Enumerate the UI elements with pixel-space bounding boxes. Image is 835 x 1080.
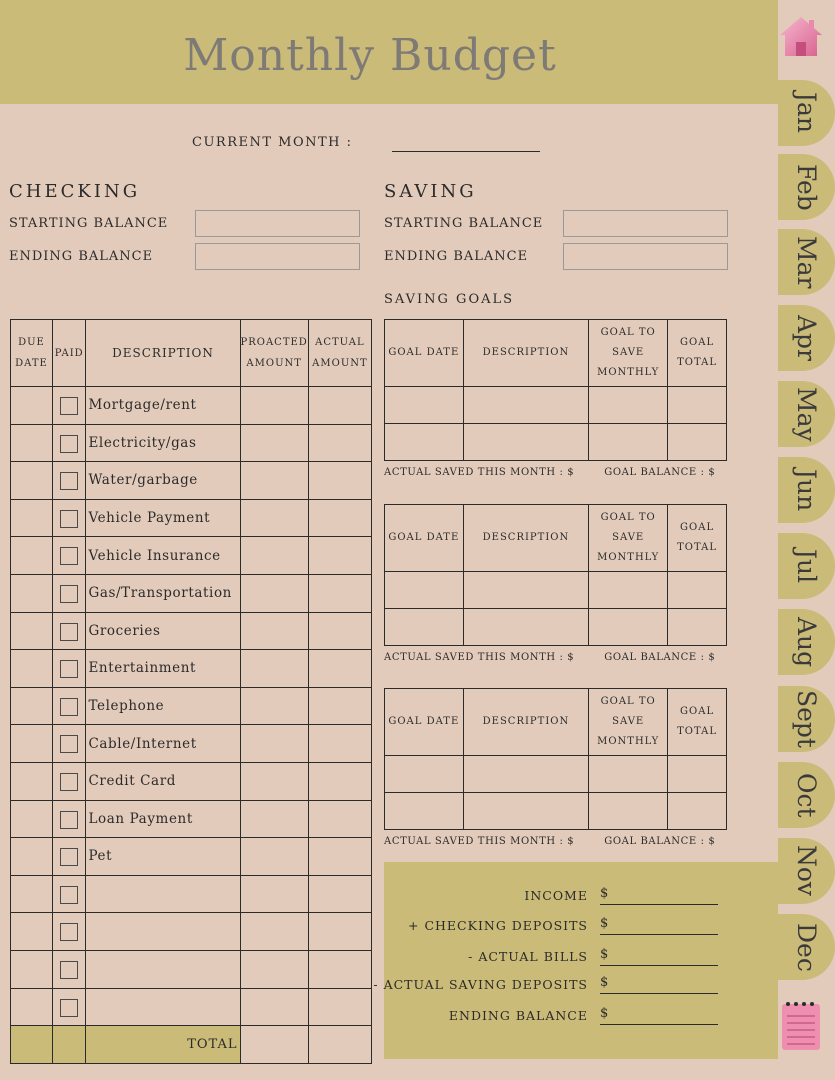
table-row [385, 424, 727, 461]
paid-checkbox[interactable] [60, 961, 78, 979]
goal-footer [384, 652, 745, 663]
proacted-amount-cell[interactable] [240, 424, 308, 462]
due-date-cell[interactable] [11, 424, 53, 462]
actual-amount-cell[interactable] [308, 574, 371, 612]
description-cell[interactable]: Credit Card [86, 762, 240, 800]
actual-amount-cell[interactable] [308, 838, 371, 876]
goal-date-cell[interactable] [385, 572, 464, 609]
goal-description-header: DESCRIPTION [463, 689, 589, 756]
ending-balance-label: ENDING BALANCE [448, 1008, 588, 1023]
goal-monthly-header: GOAL TO SAVE MONTHLY [589, 505, 668, 572]
proacted-amount-cell[interactable] [240, 988, 308, 1026]
actual-bills-field[interactable] [600, 965, 718, 966]
paid-checkbox[interactable] [60, 510, 78, 528]
table-row [11, 574, 372, 612]
paid-checkbox[interactable] [60, 735, 78, 753]
paid-cell[interactable] [52, 800, 86, 838]
saving-deposits-row [373, 975, 778, 997]
tab-label: Sept [792, 690, 821, 748]
goal-date-cell[interactable] [385, 387, 464, 424]
goal-description-cell[interactable] [463, 609, 589, 646]
actual-amount-cell[interactable] [308, 424, 371, 462]
paid-checkbox[interactable] [60, 435, 78, 453]
description-header: DESCRIPTION [86, 320, 240, 387]
tab-label: Nov [792, 845, 821, 897]
actual-saved-label: ACTUAL SAVED THIS MONTH : $ [384, 836, 575, 847]
tab-label: Jun [792, 468, 821, 512]
proacted-amount-cell[interactable] [240, 499, 308, 537]
due-date-cell[interactable] [11, 913, 53, 951]
tab-label: Feb [792, 163, 821, 211]
tab-label: Jul [792, 548, 821, 584]
paid-cell[interactable] [52, 913, 86, 951]
due-date-cell[interactable] [11, 462, 53, 500]
ending-balance-dollar: $ [600, 1006, 609, 1021]
goal-total-cell[interactable] [668, 387, 727, 424]
table-row [11, 462, 372, 500]
due-date-cell[interactable] [11, 612, 53, 650]
description-cell[interactable]: Cable/Internet [86, 725, 240, 763]
proacted-amount-cell[interactable] [240, 462, 308, 500]
due-date-cell[interactable] [11, 687, 53, 725]
description-cell[interactable]: Pet [86, 838, 240, 876]
actual-bills-dollar: $ [600, 947, 609, 962]
goal-total-header: GOAL TOTAL [668, 505, 727, 572]
saving-title: SAVING [384, 181, 477, 202]
home-icon[interactable] [778, 14, 824, 58]
table-row [11, 762, 372, 800]
description-cell[interactable]: Electricity/gas [86, 424, 240, 462]
description-cell[interactable]: Vehicle Payment [86, 499, 240, 537]
proacted-amount-cell[interactable] [240, 838, 308, 876]
description-cell[interactable]: Telephone [86, 687, 240, 725]
page-title: Monthly Budget [183, 30, 557, 81]
table-row [11, 875, 372, 913]
due-date-cell[interactable] [11, 574, 53, 612]
total-spacer [52, 1026, 86, 1064]
proacted-amount-cell[interactable] [240, 950, 308, 988]
description-cell[interactable] [86, 913, 240, 951]
goal-date-cell[interactable] [385, 424, 464, 461]
tab-dec[interactable] [778, 914, 835, 980]
income-field[interactable] [600, 904, 718, 905]
description-cell[interactable]: Mortgage/rent [86, 387, 240, 425]
proacted-amount-cell[interactable] [240, 574, 308, 612]
ending-balance-field[interactable] [600, 1024, 718, 1025]
actual-amount-header: ACTUAL AMOUNT [308, 320, 371, 387]
due-date-cell[interactable] [11, 725, 53, 763]
description-cell[interactable]: Loan Payment [86, 800, 240, 838]
description-cell[interactable]: Groceries [86, 612, 240, 650]
actual-amount-cell[interactable] [308, 762, 371, 800]
paid-cell[interactable] [52, 424, 86, 462]
checking-deposits-row [384, 918, 778, 938]
saving-goal-table [384, 319, 727, 461]
current-month-label: CURRENT MONTH : [192, 135, 353, 150]
due-date-cell[interactable] [11, 800, 53, 838]
table-row [385, 609, 727, 646]
paid-checkbox[interactable] [60, 999, 78, 1017]
description-cell[interactable] [86, 875, 240, 913]
checking-ending-label: ENDING BALANCE [9, 249, 154, 264]
paid-cell[interactable] [52, 875, 86, 913]
table-row [11, 499, 372, 537]
actual-amount-cell[interactable] [308, 725, 371, 763]
due-date-cell[interactable] [11, 650, 53, 688]
total-label: TOTAL [86, 1026, 240, 1064]
proacted-amount-cell[interactable] [240, 537, 308, 575]
paid-checkbox[interactable] [60, 848, 78, 866]
goal-date-header: GOAL DATE [385, 689, 464, 756]
table-row [385, 793, 727, 830]
tab-nov[interactable] [778, 838, 835, 904]
paid-checkbox[interactable] [60, 698, 78, 716]
table-row [11, 650, 372, 688]
goal-footer [384, 836, 745, 847]
checking-ending-input[interactable] [195, 243, 360, 270]
saving-goals-label: SAVING GOALS [384, 292, 515, 307]
paid-cell[interactable] [52, 988, 86, 1026]
checking-starting-input[interactable] [195, 210, 360, 237]
goal-description-cell[interactable] [463, 793, 589, 830]
tab-oct[interactable] [778, 762, 835, 828]
notepad-icon[interactable] [778, 998, 824, 1052]
paid-cell[interactable] [52, 387, 86, 425]
proacted-amount-cell[interactable] [240, 913, 308, 951]
due-date-header: DUE DATE [11, 320, 53, 387]
goal-total-cell[interactable] [668, 572, 727, 609]
table-row [385, 756, 727, 793]
paid-checkbox[interactable] [60, 773, 78, 791]
tab-label: Jan [792, 92, 821, 134]
total-spacer [11, 1026, 53, 1064]
paid-checkbox[interactable] [60, 397, 78, 415]
income-label: INCOME [524, 888, 588, 903]
table-row [11, 800, 372, 838]
tab-label: Dec [792, 922, 821, 972]
actual-amount-cell[interactable] [308, 537, 371, 575]
proacted-amount-cell[interactable] [240, 387, 308, 425]
table-row [385, 572, 727, 609]
goal-monthly-header: GOAL TO SAVE MONTHLY [589, 320, 668, 387]
paid-checkbox[interactable] [60, 811, 78, 829]
description-cell[interactable] [86, 950, 240, 988]
due-date-cell[interactable] [11, 387, 53, 425]
checking-title: CHECKING [9, 181, 141, 202]
goal-total-header: GOAL TOTAL [668, 689, 727, 756]
goal-description-header: DESCRIPTION [463, 505, 589, 572]
actual-amount-cell[interactable] [308, 499, 371, 537]
actual-amount-cell[interactable] [308, 387, 371, 425]
tab-feb[interactable] [778, 154, 835, 220]
paid-checkbox[interactable] [60, 886, 78, 904]
tab-apr[interactable] [778, 305, 835, 371]
goal-monthly-header: GOAL TO SAVE MONTHLY [589, 689, 668, 756]
goal-description-cell[interactable] [463, 387, 589, 424]
actual-amount-cell[interactable] [308, 650, 371, 688]
goal-total-cell[interactable] [668, 609, 727, 646]
checking-deposits-field[interactable] [600, 934, 718, 935]
table-row [11, 950, 372, 988]
description-cell[interactable] [86, 988, 240, 1026]
paid-cell[interactable] [52, 725, 86, 763]
proacted-amount-cell[interactable] [240, 800, 308, 838]
checking-deposits-label: + CHECKING DEPOSITS [408, 918, 588, 933]
paid-cell[interactable] [52, 537, 86, 575]
tab-aug[interactable] [778, 609, 835, 675]
tab-label: May [792, 386, 821, 442]
saving-deposits-dollar: $ [600, 975, 609, 990]
paid-checkbox[interactable] [60, 923, 78, 941]
tab-may[interactable] [778, 381, 835, 447]
proacted-amount-cell[interactable] [240, 875, 308, 913]
proacted-amount-cell[interactable] [240, 650, 308, 688]
goal-monthly-cell[interactable] [589, 387, 668, 424]
tab-label: Oct [792, 772, 821, 818]
saving-starting-label: STARTING BALANCE [384, 216, 544, 231]
paid-checkbox[interactable] [60, 585, 78, 603]
goal-balance-label: GOAL BALANCE : $ [604, 652, 716, 663]
bills-table [10, 319, 372, 1064]
table-row [11, 725, 372, 763]
actual-amount-cell[interactable] [308, 950, 371, 988]
summary-box [373, 862, 778, 1059]
goal-footer [384, 467, 745, 478]
paid-cell[interactable] [52, 499, 86, 537]
actual-amount-cell[interactable] [308, 988, 371, 1026]
saving-ending-label: ENDING BALANCE [384, 249, 529, 264]
goal-date-cell[interactable] [385, 793, 464, 830]
saving-deposits-label: - ACTUAL SAVING DEPOSITS [373, 977, 588, 992]
due-date-cell[interactable] [11, 838, 53, 876]
actual-amount-cell[interactable] [308, 875, 371, 913]
paid-cell[interactable] [52, 762, 86, 800]
saving-goal-table [384, 504, 727, 646]
table-row [11, 988, 372, 1026]
goal-total-cell[interactable] [668, 424, 727, 461]
tab-label: Apr [792, 314, 821, 361]
tab-jan[interactable] [778, 80, 835, 146]
goal-date-cell[interactable] [385, 756, 464, 793]
paid-checkbox[interactable] [60, 623, 78, 641]
income-row [384, 888, 778, 908]
due-date-cell[interactable] [11, 950, 53, 988]
saving-ending-input[interactable] [563, 243, 728, 270]
due-date-cell[interactable] [11, 762, 53, 800]
proacted-amount-header: PROACTED AMOUNT [240, 320, 308, 387]
due-date-cell[interactable] [11, 499, 53, 537]
paid-checkbox[interactable] [60, 660, 78, 678]
ending-balance-row [384, 1008, 778, 1028]
paid-checkbox[interactable] [60, 547, 78, 565]
table-row [11, 424, 372, 462]
actual-saved-label: ACTUAL SAVED THIS MONTH : $ [384, 467, 575, 478]
actual-amount-cell[interactable] [308, 612, 371, 650]
paid-header: PAID [52, 320, 86, 387]
total-row [11, 1026, 372, 1064]
actual-amount-cell[interactable] [308, 800, 371, 838]
table-row [11, 612, 372, 650]
saving-starting-input[interactable] [563, 210, 728, 237]
table-row [11, 387, 372, 425]
tab-jun[interactable] [778, 457, 835, 523]
goal-date-header: GOAL DATE [385, 505, 464, 572]
proacted-amount-cell[interactable] [240, 612, 308, 650]
proacted-amount-cell[interactable] [240, 687, 308, 725]
goal-monthly-cell[interactable] [589, 572, 668, 609]
current-month-field[interactable] [392, 151, 540, 152]
goal-monthly-cell[interactable] [589, 793, 668, 830]
goal-description-cell[interactable] [463, 756, 589, 793]
table-row [11, 913, 372, 951]
saving-deposits-field[interactable] [600, 993, 718, 994]
goal-monthly-cell[interactable] [589, 609, 668, 646]
checking-starting-label: STARTING BALANCE [9, 216, 169, 231]
total-proacted-cell[interactable] [240, 1026, 308, 1064]
description-cell[interactable]: Entertainment [86, 650, 240, 688]
table-row [11, 687, 372, 725]
goal-date-header: GOAL DATE [385, 320, 464, 387]
paid-cell[interactable] [52, 687, 86, 725]
description-cell[interactable]: Gas/Transportation [86, 574, 240, 612]
saving-goal-table [384, 688, 727, 830]
table-row [11, 838, 372, 876]
income-dollar: $ [600, 886, 609, 901]
due-date-cell[interactable] [11, 875, 53, 913]
goal-total-cell[interactable] [668, 793, 727, 830]
tab-sept[interactable] [778, 686, 835, 752]
paid-cell[interactable] [52, 838, 86, 876]
goal-description-cell[interactable] [463, 424, 589, 461]
actual-amount-cell[interactable] [308, 462, 371, 500]
goal-monthly-cell[interactable] [589, 756, 668, 793]
description-cell[interactable]: Water/garbage [86, 462, 240, 500]
goal-total-cell[interactable] [668, 756, 727, 793]
table-row [385, 387, 727, 424]
table-row [11, 537, 372, 575]
paid-cell[interactable] [52, 650, 86, 688]
tab-jul[interactable] [778, 533, 835, 599]
goal-total-header: GOAL TOTAL [668, 320, 727, 387]
goal-balance-label: GOAL BALANCE : $ [604, 836, 716, 847]
due-date-cell[interactable] [11, 537, 53, 575]
paid-cell[interactable] [52, 462, 86, 500]
paid-checkbox[interactable] [60, 472, 78, 490]
proacted-amount-cell[interactable] [240, 725, 308, 763]
paid-cell[interactable] [52, 950, 86, 988]
tab-label: Aug [792, 616, 821, 668]
checking-deposits-dollar: $ [600, 916, 609, 931]
tab-mar[interactable] [778, 229, 835, 295]
actual-saved-label: ACTUAL SAVED THIS MONTH : $ [384, 652, 575, 663]
actual-amount-cell[interactable] [308, 687, 371, 725]
goal-description-header: DESCRIPTION [463, 320, 589, 387]
actual-bills-label: - ACTUAL BILLS [468, 949, 588, 964]
actual-amount-cell[interactable] [308, 913, 371, 951]
paid-cell[interactable] [52, 574, 86, 612]
description-cell[interactable]: Vehicle Insurance [86, 537, 240, 575]
actual-bills-row [384, 949, 778, 969]
due-date-cell[interactable] [11, 988, 53, 1026]
paid-cell[interactable] [52, 612, 86, 650]
goal-balance-label: GOAL BALANCE : $ [604, 467, 716, 478]
goal-date-cell[interactable] [385, 609, 464, 646]
proacted-amount-cell[interactable] [240, 762, 308, 800]
tab-label: Mar [792, 235, 821, 289]
goal-description-cell[interactable] [463, 572, 589, 609]
total-actual-cell[interactable] [308, 1026, 371, 1064]
goal-monthly-cell[interactable] [589, 424, 668, 461]
